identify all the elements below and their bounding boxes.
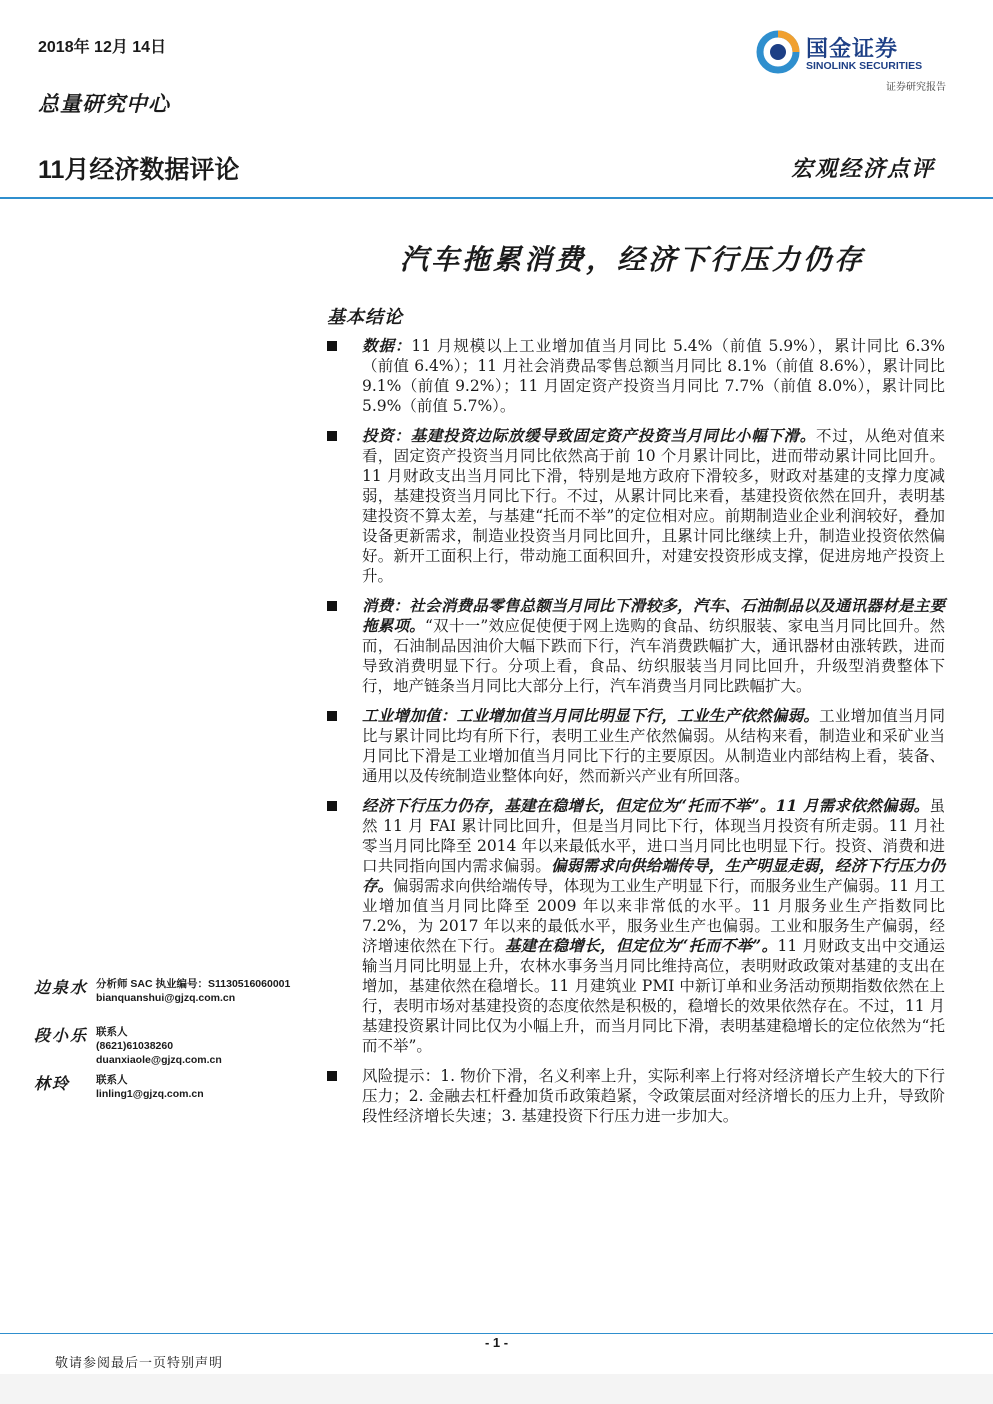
- bullet-risk: [327, 1066, 945, 1126]
- report-title: 11月经济数据评论: [38, 156, 240, 184]
- analyst-entry: [34, 1071, 314, 1119]
- analyst-name: 段小乐: [34, 1026, 89, 1045]
- report-category: 宏观经济点评: [790, 156, 935, 182]
- analyst-name: 林玲: [34, 1074, 71, 1093]
- bullet-lead: 经济下行压力仍存，基建在稳增长，但定位为“托而不举”。11 月需求依然偏弱。: [362, 796, 930, 815]
- analyst-entry: [34, 1023, 314, 1071]
- bullet-square-icon: [327, 601, 337, 611]
- bullet-text: 虽然 11 月 FAI 累计同比回升，但是当月同比下行，体现当月投资有所走弱。11 月社零当月同比降至 2014 年以来最低水平，进口当月同比也明显下行。投资、消费和进口共同指向国内需求偏弱。: [362, 797, 945, 875]
- bullet-square-icon: [327, 341, 337, 351]
- analyst-email[interactable]: linling1@gjzq.com.cn: [96, 1088, 204, 1100]
- analyst-name: 边泉水: [34, 978, 89, 997]
- analyst-role: 联系人: [96, 1026, 128, 1038]
- bullet-consumption: [327, 596, 945, 696]
- bullet-lead-3: 基建在稳增长，但定位为“托而不举”。: [504, 936, 778, 955]
- analyst-panel: [34, 975, 314, 1119]
- analyst-email[interactable]: duanxiaole@gjzq.com.cn: [96, 1054, 222, 1066]
- analyst-entry: [34, 975, 314, 1023]
- bottom-band: [0, 1374, 993, 1404]
- analyst-email[interactable]: bianquanshui@gjzq.com.cn: [96, 992, 236, 1004]
- company-logo: [756, 30, 946, 92]
- report-date: 2018年 12月 14日: [38, 39, 167, 56]
- bullet-square-icon: [327, 1071, 337, 1081]
- bullet-text: “双十一”效应促使便于网上选购的食品、纺织服装、家电当月同比回升。然而，石油制品因油价大幅下跌而下行，汽车消费跌幅扩大，通讯器材由涨转跌，进而导致消费明显下行。分项上看，食品、纺织服装当月同比回升，升级型消费整体下行，地产链条当月同比大部分上行，汽车消费当月同比跌幅扩大。: [362, 617, 945, 695]
- page-number: - 1 -: [484, 1335, 509, 1350]
- conclusion-list: [327, 336, 945, 1136]
- analyst-info: [96, 977, 290, 1005]
- bullet-data: [327, 336, 945, 416]
- logo-name-en: SINOLINK SECURITIES: [806, 60, 923, 72]
- bullet-square-icon: [327, 711, 337, 721]
- disclaimer-note: 敬请参阅最后一页特别声明: [55, 1356, 224, 1371]
- section-title: 基本结论: [327, 307, 403, 328]
- bullet-outlook: [327, 796, 945, 1056]
- logo-name-cn: 国金证券: [806, 37, 899, 62]
- footer-divider: [0, 1333, 993, 1334]
- analyst-line: 分析师 SAC 执业编号：S1130516060001: [96, 978, 291, 990]
- analyst-role: 联系人: [96, 1074, 128, 1086]
- bullet-lead-2: 偏弱需求向供给端传导，生产明显走弱，经济下行压力仍存。: [362, 856, 945, 895]
- bullet-text: 工业增加值当月同比与累计同比均有所下行，表明工业生产依然偏弱。从结构来看，制造业和采矿业当月同比下滑是工业增加值当月同比下行的主要原因。从制造业内部结构上看，装备、通用以及传统制造业整体向好，然而新兴产业有所回落。: [362, 707, 945, 785]
- header-divider: [0, 197, 993, 199]
- bullet-text: 风险提示：1. 物价下滑，名义利率上升，实际利率上行将对经济增长产生较大的下行压力；2. 金融去杠杆叠加货币政策趋紧，令政策层面对经济增长的压力上升，导致阶段性经济增长失速；3. 基建投资下行压力进一步加大。: [362, 1067, 945, 1125]
- bullet-text: 不过，从绝对值来看，固定资产投资当月同比依然高于前 10 个月累计同比，进而带动累计同比回升。11 月财政支出当月同比下滑，特别是地方政府下滑较多，财政对基建的支撑力度减弱，基建投资当月同比下行。不过，从累计同比来看，基建投资依然在回升，表明基建投资不算太差，与基建“托而不举”的定位相对应。前期制造业企业利润较好，叠加设备更新需求，制造业投资当月同比回升，且累计同比继续上升，制造业投资依然偏好。新开工面积上行，带动施工面积回升，对建安投资形成支撑，促进房地产投资上升。: [362, 427, 945, 585]
- bullet-lead: 数据：: [362, 336, 412, 355]
- bullet-lead: 消费：社会消费品零售总额当月同比下滑较多，汽车、石油制品以及通讯器材是主要拖累项。: [362, 596, 945, 635]
- logo-mark-icon: [756, 30, 800, 74]
- bullet-lead: 投资：基建投资边际放缓导致固定资产投资当月同比小幅下滑。: [362, 426, 816, 445]
- bullet-square-icon: [327, 801, 337, 811]
- research-center: 总量研究中心: [38, 91, 170, 116]
- bullet-text: 11 月规模以上工业增加值当月同比 5.4%（前值 5.9%），累计同比 6.3%（前值 6.4%）；11 月社会消费品零售总额当月同比 8.1%（前值 8.6%），累计同比 9.1%（前值 9.2%）；11 月固定资产投资当月同比 7.7%（前值 8.0%），累计同比 5.9%（前值 5.7%）。: [362, 337, 945, 415]
- bullet-text-2: 偏弱需求向供给端传导，体现为工业生产明显下行，而服务业生产偏弱。11 月工业增加值当月同比降至 2009 年以来非常低的水平。11 月服务业生产指数同比 7.2%，为 2017 年以来的最低水平，服务业生产也偏弱。工业和服务生产偏弱，经济增速依然在下行。: [362, 877, 945, 955]
- analyst-info: [96, 1025, 222, 1067]
- analyst-phone: (8621)61038260: [96, 1040, 174, 1052]
- bullet-lead: 工业增加值：工业增加值当月同比明显下行，工业生产依然偏弱。: [362, 706, 820, 725]
- logo-subtitle: 证券研究报告: [886, 82, 946, 93]
- bullet-square-icon: [327, 431, 337, 441]
- bullet-investment: [327, 426, 945, 586]
- bullet-text-3: 11 月财政支出中交通运输当月同比明显上升，农林水事务当月同比维持高位，表明财政政策对基建的支出在增加，基建依然在稳增长。11 月建筑业 PMI 中新订单和业务活动预期指数依然在上行，表明市场对基建投资的态度依然是积极的，稳增长的效果依然存在。不过，11 月基建投资累计同比仅为小幅上升，而当月同比下滑，表明基建稳增长的定位依然为“托而不举”。: [362, 937, 945, 1055]
- analyst-info: [96, 1073, 204, 1101]
- bullet-industry: [327, 706, 945, 786]
- headline: 汽车拖累消费，经济下行压力仍存: [400, 243, 866, 276]
